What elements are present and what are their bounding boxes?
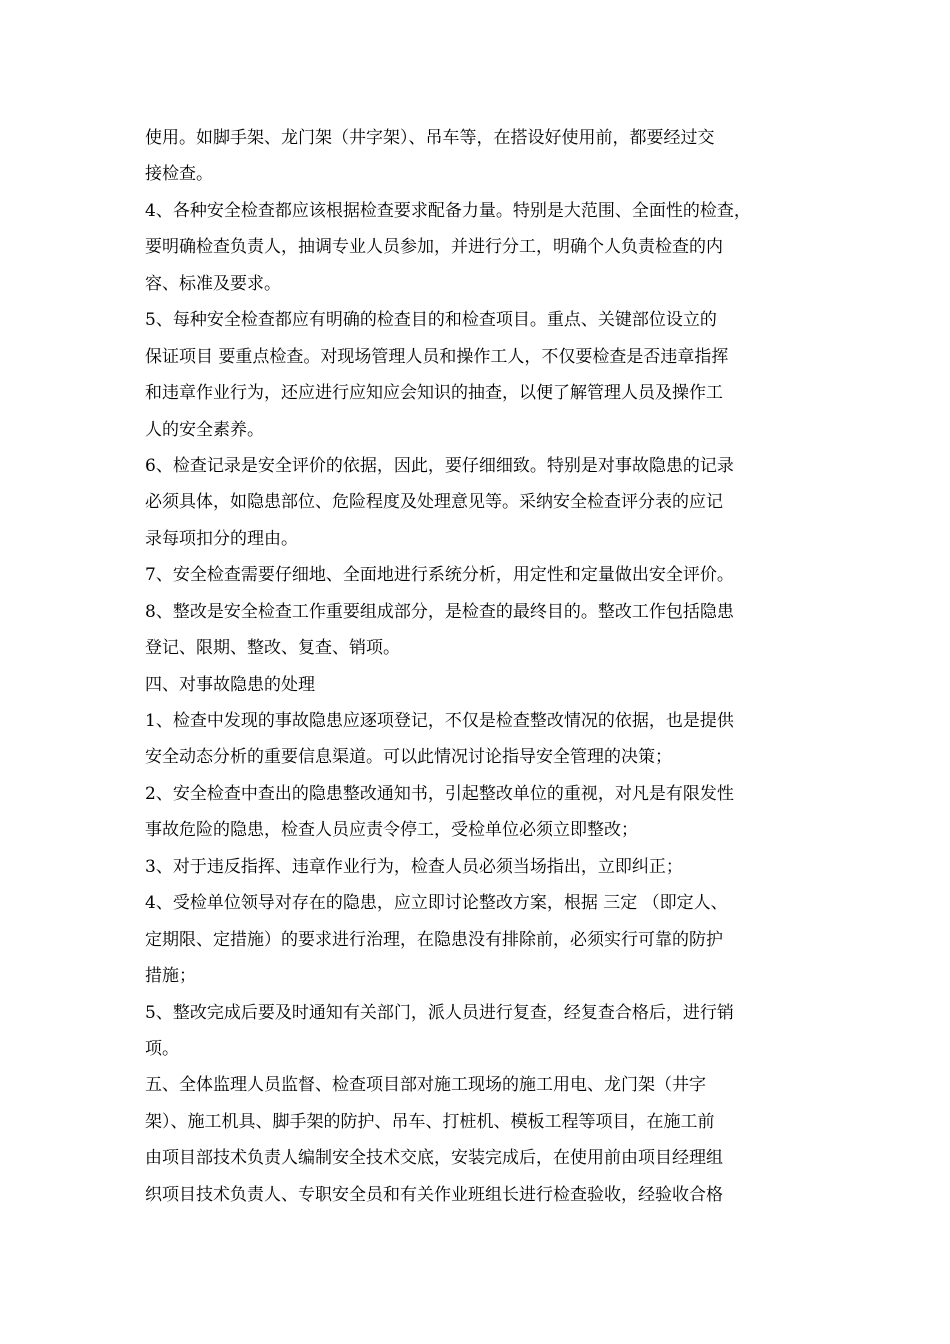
text-line: 登记、限期、整改、复查、销项。 <box>145 638 400 659</box>
text-line: 7、安全检查需要仔细地、全面地进行系统分析，用定性和定量做出安全评价。 <box>145 565 734 586</box>
text-line: 2、安全检查中查出的隐患整改通知书，引起整改单位的重视，对凡是有限发性 <box>145 783 734 804</box>
document-body <box>145 120 825 1213</box>
text-line: 措施； <box>145 966 196 987</box>
text-line: 8、整改是安全检查工作重要组成部分，是检查的最终目的。整改工作包括隐患 <box>145 601 734 622</box>
text-line: 由项目部技术负责人编制安全技术交底，安装完成后，在使用前由项目经理组 <box>145 1148 723 1169</box>
text-line: 接检查。 <box>145 164 213 185</box>
text-line: 和违章作业行为，还应进行应知应会知识的抽查，以便了解管理人员及操作工 <box>145 383 723 404</box>
text-line: 架）、施工机具、脚手架的防护、吊车、打桩机、模板工程等项目，在施工前 <box>145 1111 715 1132</box>
text-line: 人的安全素养。 <box>145 419 264 440</box>
text-line: 织项目技术负责人、专职安全员和有关作业班组长进行检查验收，经验收合格 <box>145 1184 723 1205</box>
text-line: 要明确检查负责人，抽调专业人员参加，并进行分工，明确个人负责检查的内 <box>145 237 723 258</box>
text-line: 5、每种安全检查都应有明确的检查目的和检查项目。重点、关键部位设立的 <box>145 310 717 331</box>
text-line: 定期限、定措施）的要求进行治理，在隐患没有排除前，必须实行可靠的防护 <box>145 929 723 950</box>
section-heading: 四、对事故隐患的处理 <box>145 674 315 695</box>
text-line: 4、各种安全检查都应该根据检查要求配备力量。特别是大范围、全面性的检查， <box>145 200 751 221</box>
text-line: 容、标准及要求。 <box>145 273 281 294</box>
text-line: 3、对于违反指挥、违章作业行为，检查人员必须当场指出，立即纠正； <box>145 856 683 877</box>
text-line: 安全动态分析的重要信息渠道。可以此情况讨论指导安全管理的决策； <box>145 747 672 768</box>
text-line: 1、检查中发现的事故隐患应逐项登记，不仅是检查整改情况的依据，也是提供 <box>145 711 734 731</box>
text-line: 必须具体，如隐患部位、危险程度及处理意见等。采纳安全检查评分表的应记 <box>145 492 723 513</box>
text-line: 使用。如脚手架、龙门架（井字架）、吊车等，在搭设好使用前，都要经过交 <box>145 128 715 148</box>
section-heading: 五、全体监理人员监督、检查项目部对施工现场的施工用电、龙门架（井字 <box>145 1075 706 1096</box>
text-line: 5、整改完成后要及时通知有关部门，派人员进行复查，经复查合格后，进行销 <box>145 1002 734 1023</box>
text-line: 录每项扣分的理由。 <box>145 528 298 549</box>
text-line: 6、检查记录是安全评价的依据，因此，要仔细细致。特别是对事故隐患的记录 <box>145 455 734 476</box>
text-line: 项。 <box>145 1038 179 1059</box>
text-line: 事故危险的隐患，检查人员应责令停工，受检单位必须立即整改； <box>145 820 638 841</box>
text-line: 4、受检单位领导对存在的隐患，应立即讨论整改方案，根据 三定 （即定人、 <box>145 893 728 914</box>
text-line: 保证项目 要重点检查。对现场管理人员和操作工人，不仅要检查是否违章指挥 <box>145 346 729 367</box>
